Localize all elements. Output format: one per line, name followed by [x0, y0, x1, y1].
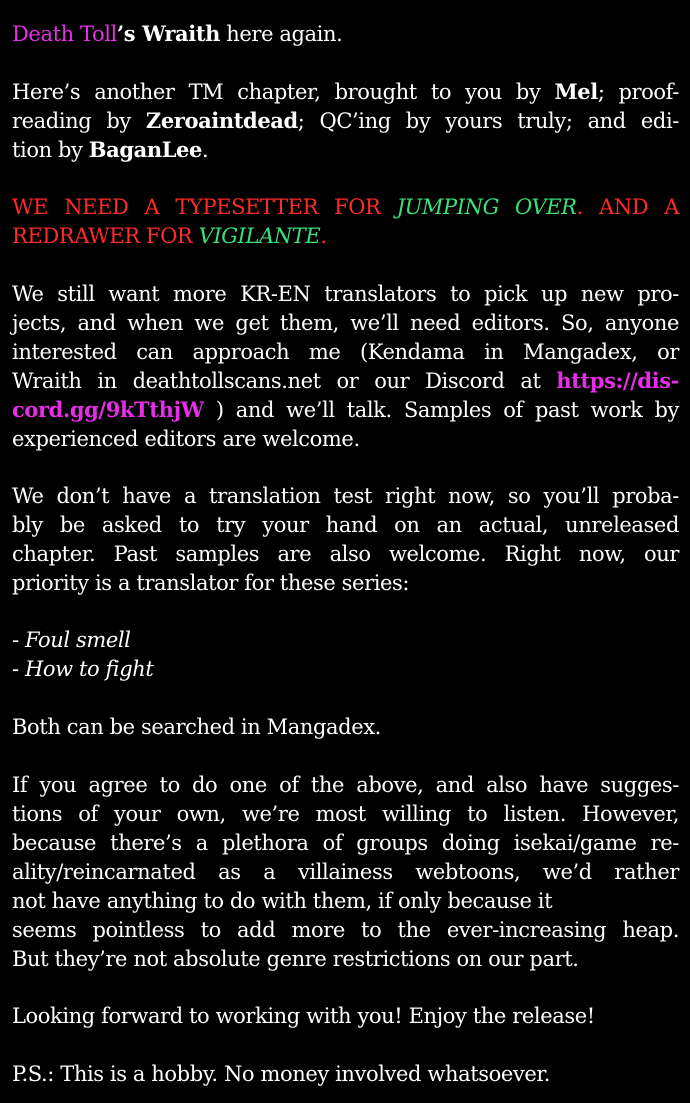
notice-line-1	[12, 193, 679, 222]
notice-text: .	[320, 224, 327, 248]
closing-line: Looking forward to working with you! Enjoy the release!	[12, 1004, 595, 1028]
recruit-line-6: experienced editors are welcome.	[12, 427, 360, 451]
discord-link-part-1[interactable]: https://dis-	[556, 368, 679, 393]
suggest-line-5: not have anything to do with them, if only because it	[12, 889, 553, 913]
credits-text: Here’s another TM chapter, brought to you by	[12, 80, 555, 104]
suggest-line-7: But they’re not absolute genre restrictions on our part.	[12, 947, 579, 971]
suggest-line-4: ality/reincarnated as a villainess webtoons, we’d rather	[12, 860, 679, 884]
recruit-line-2: jects, and when we get them, we’ll need editors. So, anyone	[12, 311, 679, 335]
notice-text: WE NEED A TYPESETTER FOR	[12, 195, 397, 219]
suggest-line-2: tions of your own, we’re most willing to listen. However,	[12, 802, 679, 826]
translator-name: Mel	[554, 79, 598, 104]
recruit-line-5	[12, 396, 679, 425]
credits-text: .	[201, 138, 209, 162]
notice-line-2	[12, 222, 327, 251]
editor-name: BaganLee	[88, 137, 202, 162]
recruit-line-4	[12, 367, 679, 396]
credits-text: reading by	[12, 109, 146, 133]
credits-line-2	[12, 107, 679, 136]
author-name: Wraith	[142, 21, 220, 46]
intro-line	[12, 20, 342, 49]
series-vigilante: VIGILANTE	[198, 224, 321, 248]
searchable-line: Both can be searched in Mangadex.	[12, 715, 381, 739]
credits-text: tion by	[12, 138, 89, 162]
test-line-3: chapter. Past samples are also welcome. Right now, our	[12, 542, 679, 566]
credits-line-3	[12, 136, 208, 165]
series-item-foul-smell: - Foul smell	[12, 628, 131, 652]
credits-text: ; proof-	[597, 80, 679, 104]
series-jumping-over: JUMPING OVER	[396, 195, 577, 219]
proofreader-name: Zeroaintdead	[145, 108, 298, 133]
test-line-4: priority is a translator for these series:	[12, 571, 410, 595]
notice-text: . AND A	[576, 195, 679, 219]
series-item-how-to-fight: - How to fight	[12, 657, 154, 681]
group-name: Death Toll	[12, 22, 117, 46]
recruit-line-1: We still want more KR-EN translators to pick up new pro-	[12, 282, 679, 306]
test-line-2: bly be asked to try your hand on an actual, unreleased	[12, 513, 679, 537]
notice-text: REDRAWER FOR	[12, 224, 199, 248]
recruit-line-3: interested can approach me (Kendama in Mangadex, or	[12, 340, 679, 364]
recruit-text: ) and we’ll talk. Samples of past work by	[203, 398, 679, 422]
credits-text: ; QC’ing by yours truly; and edi-	[297, 109, 679, 133]
suggest-line-1: If you agree to do one of the above, and also have sugges-	[12, 773, 679, 797]
credits-line-1	[12, 78, 679, 107]
suggest-line-6: seems pointless to add more to the ever-increasing heap.	[12, 918, 679, 942]
intro-rest: here again.	[220, 22, 343, 46]
test-line-1: We don’t have a translation test right now, so you’ll proba-	[12, 484, 679, 508]
discord-link-part-2[interactable]: cord.gg/9kTthjW	[12, 397, 204, 422]
ps-line: P.S.: This is a hobby. No money involved whatsoever.	[12, 1062, 550, 1086]
possessive: ’s	[116, 21, 143, 46]
suggest-line-3: because there’s a plethora of groups doing isekai/game re-	[12, 831, 679, 855]
recruit-text: Wraith in deathtollscans.net or our Discord at	[12, 369, 557, 393]
